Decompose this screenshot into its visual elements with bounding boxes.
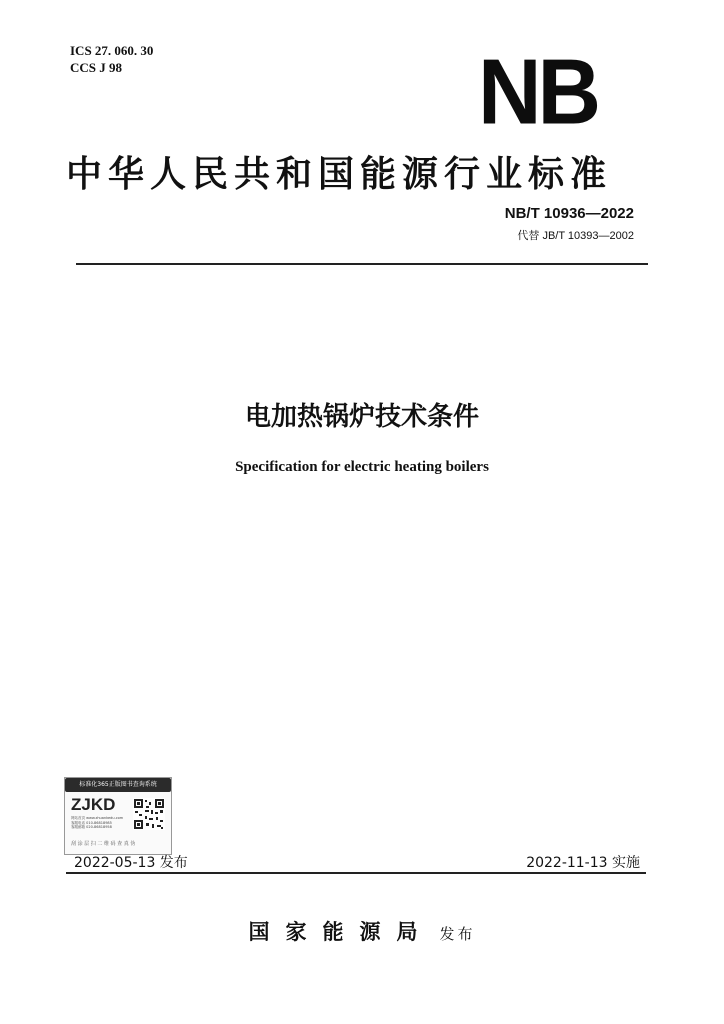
- issuer-name: 国家能源局: [248, 919, 434, 944]
- nb-logo: NB: [478, 39, 598, 144]
- issue-date: 2022-05-13 发布: [74, 855, 188, 871]
- issuer-verb: 发布: [439, 925, 476, 943]
- stamp-line: 客服电话 010-86818985: [71, 820, 112, 825]
- stamp-contact-lines: [71, 816, 125, 830]
- standard-category: 中华人民共和国能源行业标准: [66, 153, 613, 195]
- stamp-line: 客服邮箱 020-86818958: [71, 825, 112, 829]
- footer-divider: [66, 872, 646, 874]
- replaces-standard: 代替 JB/T 10393—2002: [517, 230, 634, 242]
- classification-codes: [70, 42, 153, 76]
- issuer: [0, 916, 724, 946]
- effective-date: 2022-11-13 实施: [526, 855, 640, 871]
- standard-number: NB/T 10936—2022: [504, 205, 634, 222]
- stamp-logo: ZJKD: [71, 795, 116, 814]
- document-title-chinese: 电加热锅炉技术条件: [244, 402, 479, 432]
- stamp-footer: 刮 涂 层 扫 二 维 码 查 真 伪: [71, 841, 136, 847]
- ics-code: ICS 27. 060. 30: [70, 43, 154, 58]
- ccs-code: CCS J 98: [70, 60, 123, 75]
- document-title-english: Specification for electric heating boilers: [235, 459, 489, 475]
- qr-code-icon: [133, 798, 165, 830]
- stamp-line: 网站首页 www.zhuankedu.com: [71, 816, 124, 820]
- header-divider: [76, 263, 648, 265]
- stamp-header: 标准化365正版图书查询系统: [65, 778, 171, 792]
- authenticity-stamp: [64, 777, 172, 855]
